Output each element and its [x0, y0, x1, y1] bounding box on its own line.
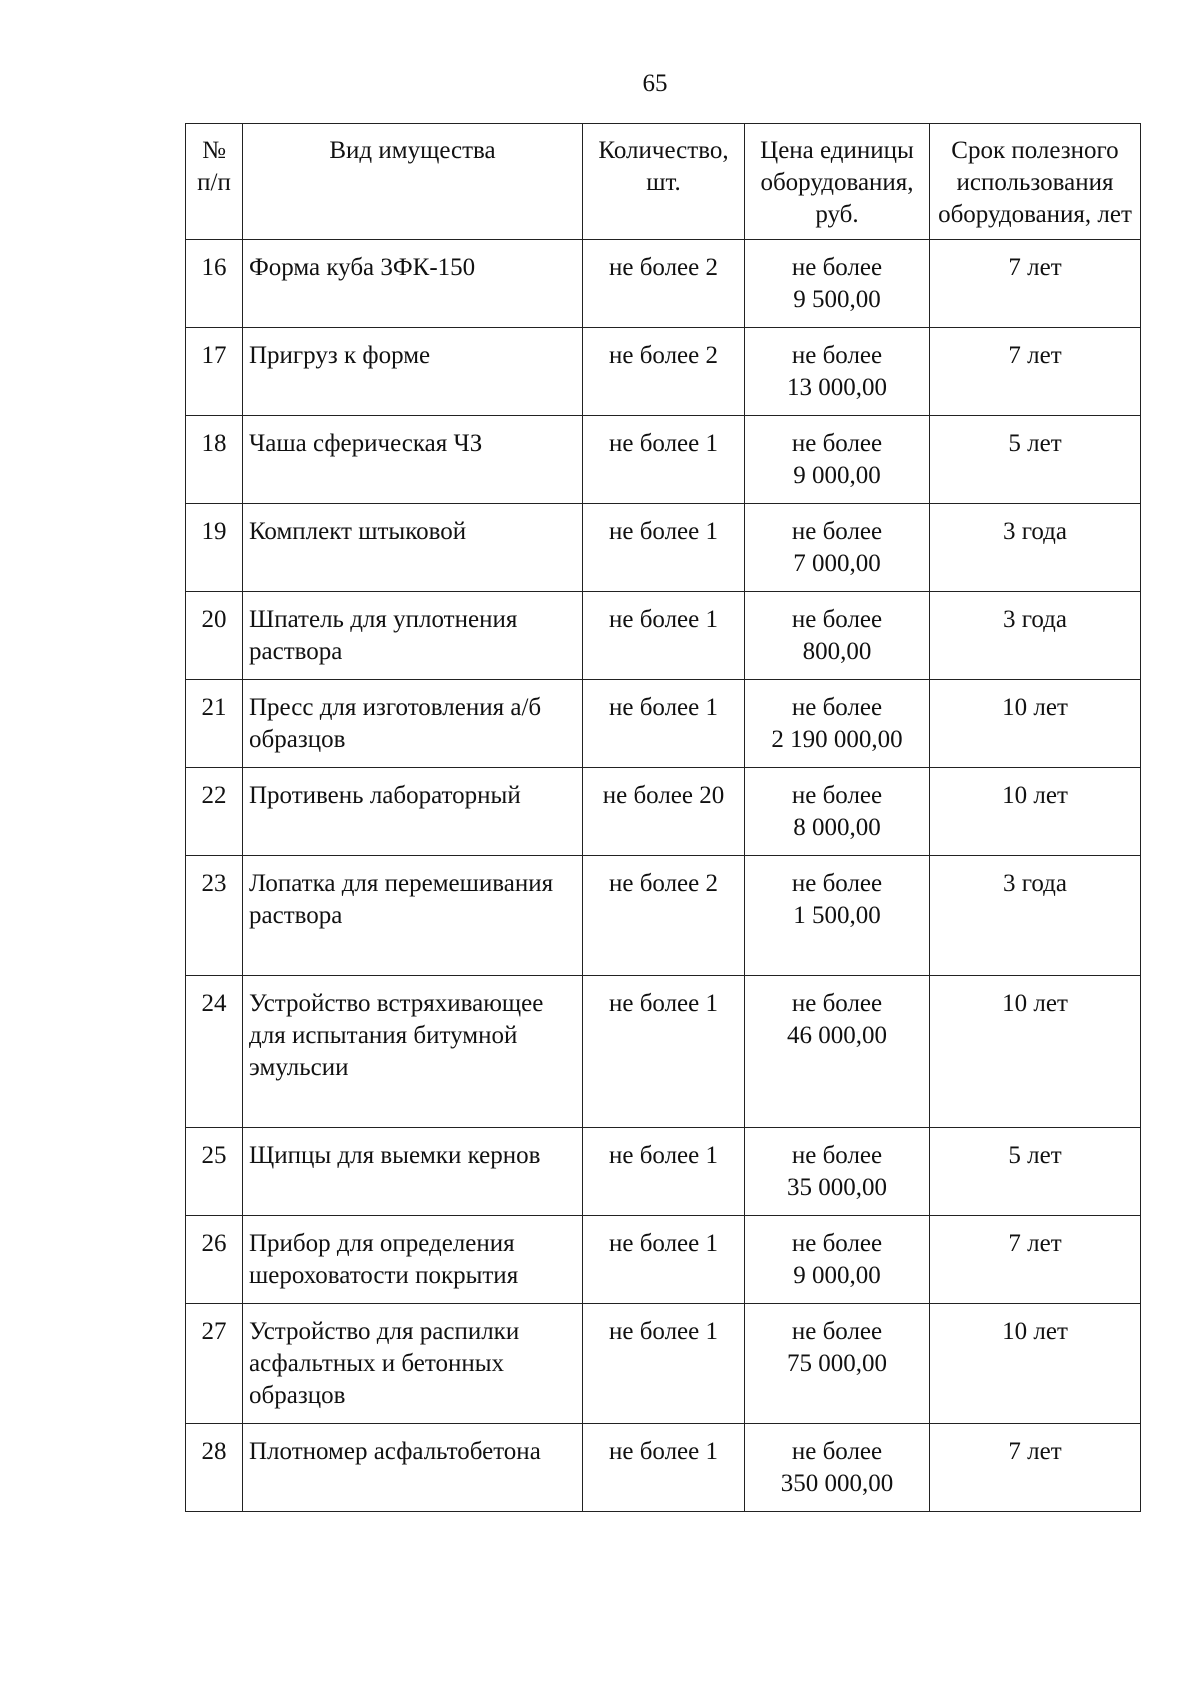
row-number: 17: [186, 328, 243, 416]
price-value: 350 000,00: [780, 1470, 894, 1497]
row-number: 28: [186, 1424, 243, 1512]
price-value: 7 000,00: [793, 550, 881, 577]
item-quantity: не более 1: [583, 416, 745, 504]
price-value: 1 500,00: [793, 902, 881, 929]
table-row: [186, 768, 1141, 856]
header-name: Вид имущества: [243, 124, 583, 240]
price-prefix: не более: [791, 606, 883, 633]
table-row: [186, 1304, 1141, 1424]
price-value: 800,00: [802, 638, 872, 665]
price-value: 9 000,00: [793, 1262, 881, 1289]
item-quantity: не более 2: [583, 240, 745, 328]
table-row: [186, 1128, 1141, 1216]
item-name: Пресс для изготовления а/б образцов: [243, 680, 583, 768]
table-row: [186, 976, 1141, 1128]
item-term: 10 лет: [930, 768, 1141, 856]
item-price: [745, 328, 930, 416]
item-price: [745, 1304, 930, 1424]
item-name: Прибор для определения шероховатости покрытия: [243, 1216, 583, 1304]
item-price: [745, 504, 930, 592]
item-term: 10 лет: [930, 680, 1141, 768]
row-number: 25: [186, 1128, 243, 1216]
item-price: [745, 856, 930, 976]
price-value: 13 000,00: [787, 374, 887, 401]
item-quantity: не более 2: [583, 328, 745, 416]
price-prefix: не более: [791, 430, 883, 457]
row-number: 23: [186, 856, 243, 976]
table-header-row: [186, 124, 1141, 240]
item-term: 3 года: [930, 592, 1141, 680]
row-number: 18: [186, 416, 243, 504]
table-row: [186, 240, 1141, 328]
item-name: Пригруз к форме: [243, 328, 583, 416]
item-name: Комплект штыковой: [243, 504, 583, 592]
row-number: 27: [186, 1304, 243, 1424]
item-quantity: не более 20: [583, 768, 745, 856]
header-price: Цена единицы оборудования, руб.: [745, 124, 930, 240]
item-price: [745, 976, 930, 1128]
item-quantity: не более 1: [583, 592, 745, 680]
row-number: 19: [186, 504, 243, 592]
row-number: 24: [186, 976, 243, 1128]
table-row: [186, 416, 1141, 504]
price-prefix: не более: [791, 990, 883, 1017]
item-term: 10 лет: [930, 1304, 1141, 1424]
table-row: [186, 856, 1141, 976]
price-prefix: не более: [791, 342, 883, 369]
item-term: 10 лет: [930, 976, 1141, 1128]
row-number: 20: [186, 592, 243, 680]
item-quantity: не более 1: [583, 504, 745, 592]
header-qty: Количество, шт.: [583, 124, 745, 240]
page-number: 65: [642, 70, 668, 97]
item-name: Плотномер асфальтобетона: [243, 1424, 583, 1512]
table-row: [186, 1216, 1141, 1304]
item-price: [745, 416, 930, 504]
item-quantity: не более 1: [583, 1304, 745, 1424]
item-name: Лопатка для перемешивания раствора: [243, 856, 583, 976]
item-price: [745, 1128, 930, 1216]
price-value: 35 000,00: [787, 1174, 887, 1201]
item-name: Устройство встряхивающее для испытания битумной эмульсии: [243, 976, 583, 1128]
item-name: Щипцы для выемки кернов: [243, 1128, 583, 1216]
item-quantity: не более 2: [583, 856, 745, 976]
row-number: 22: [186, 768, 243, 856]
item-term: 3 года: [930, 504, 1141, 592]
item-quantity: не более 1: [583, 680, 745, 768]
item-quantity: не более 1: [583, 1128, 745, 1216]
price-prefix: не более: [791, 1318, 883, 1345]
item-term: 5 лет: [930, 416, 1141, 504]
row-number: 26: [186, 1216, 243, 1304]
item-term: 7 лет: [930, 328, 1141, 416]
price-value: 2 190 000,00: [771, 726, 903, 753]
price-prefix: не более: [791, 518, 883, 545]
item-name: Чаша сферическая ЧЗ: [243, 416, 583, 504]
item-price: [745, 768, 930, 856]
price-prefix: не более: [791, 782, 883, 809]
price-prefix: не более: [791, 694, 883, 721]
item-quantity: не более 1: [583, 976, 745, 1128]
price-value: 46 000,00: [787, 1022, 887, 1049]
price-value: 9 000,00: [793, 462, 881, 489]
price-prefix: не более: [791, 254, 883, 281]
item-name: Устройство для распилки асфальтных и бетонных образцов: [243, 1304, 583, 1424]
price-prefix: не более: [791, 1142, 883, 1169]
item-name: Форма куба 3ФК-150: [243, 240, 583, 328]
item-price: [745, 592, 930, 680]
price-value: 8 000,00: [793, 814, 881, 841]
price-prefix: не более: [791, 1230, 883, 1257]
item-term: 5 лет: [930, 1128, 1141, 1216]
item-name: Противень лабораторный: [243, 768, 583, 856]
price-prefix: не более: [791, 870, 883, 897]
header-num: № п/п: [186, 124, 243, 240]
price-prefix: не более: [791, 1438, 883, 1465]
price-value: 9 500,00: [793, 286, 881, 313]
table-row: [186, 592, 1141, 680]
row-number: 16: [186, 240, 243, 328]
table-row: [186, 504, 1141, 592]
header-term: Срок полезного использования оборудования, лет: [930, 124, 1141, 240]
item-term: 3 года: [930, 856, 1141, 976]
item-name: Шпатель для уплотнения раствора: [243, 592, 583, 680]
item-term: 7 лет: [930, 240, 1141, 328]
item-price: [745, 1216, 930, 1304]
item-price: [745, 240, 930, 328]
table-body: [186, 240, 1141, 1512]
item-term: 7 лет: [930, 1216, 1141, 1304]
item-quantity: не более 1: [583, 1424, 745, 1512]
item-term: 7 лет: [930, 1424, 1141, 1512]
item-price: [745, 1424, 930, 1512]
item-price: [745, 680, 930, 768]
item-quantity: не более 1: [583, 1216, 745, 1304]
equipment-table: [185, 123, 1141, 1512]
table-row: [186, 328, 1141, 416]
price-value: 75 000,00: [787, 1350, 887, 1377]
table-row: [186, 1424, 1141, 1512]
table-row: [186, 680, 1141, 768]
row-number: 21: [186, 680, 243, 768]
